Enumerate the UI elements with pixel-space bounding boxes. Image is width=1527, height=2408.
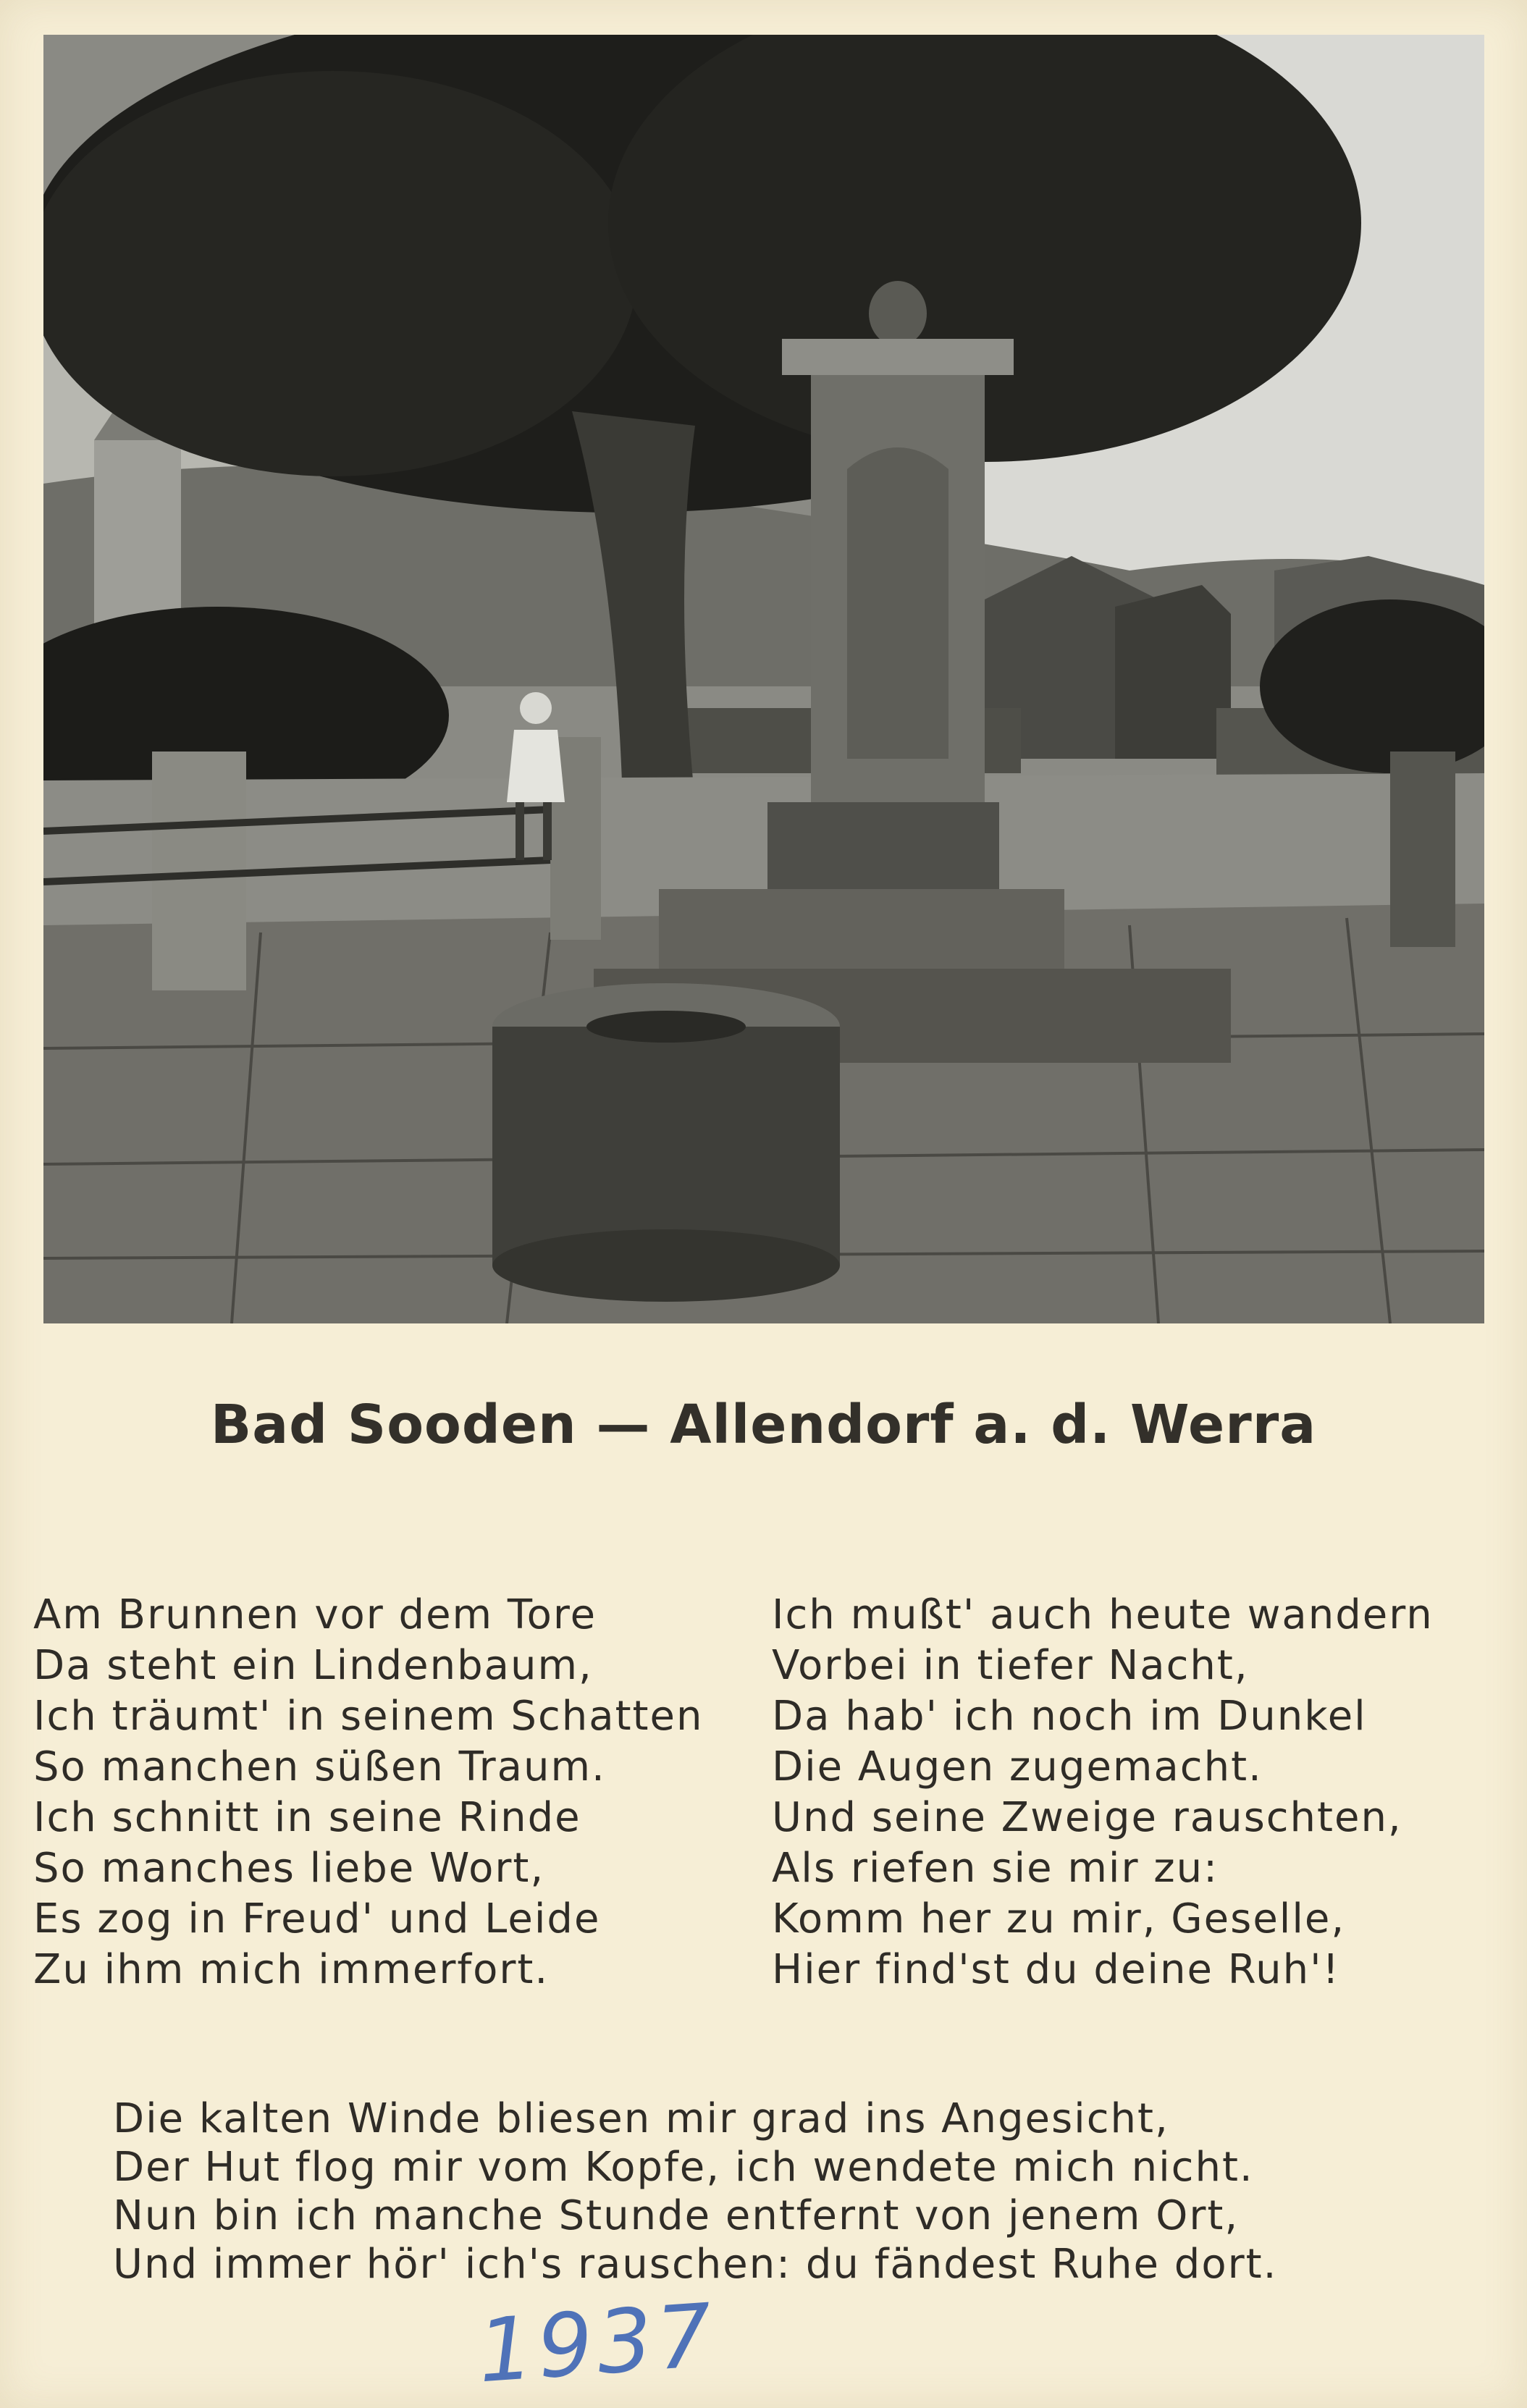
poem-line: Vorbei in tiefer Nacht, bbox=[772, 1642, 1249, 1689]
poem-line: Da steht ein Lindenbaum, bbox=[33, 1642, 593, 1689]
poem-line: Ich träumt' in seinem Schatten bbox=[33, 1693, 704, 1740]
poem-line: Ich schnitt in seine Rinde bbox=[33, 1794, 581, 1841]
poem-line: Hier find'st du deine Ruh'! bbox=[772, 1946, 1340, 1993]
poem-line: Die Augen zugemacht. bbox=[772, 1743, 1263, 1790]
poem-line: Am Brunnen vor dem Tore bbox=[33, 1591, 597, 1638]
poem-line: Als riefen sie mir zu: bbox=[772, 1845, 1219, 1892]
poem-line: Und immer hör' ich's rauschen: du fändest Ruhe dort. bbox=[113, 2241, 1278, 2288]
poem-line: So manches liebe Wort, bbox=[33, 1845, 545, 1892]
postcard-title: Bad Sooden — Allendorf a. d. Werra bbox=[210, 1394, 1317, 1456]
poem-stanza-right bbox=[772, 1590, 1434, 1995]
photograph-fountain-linden-tree bbox=[43, 35, 1484, 1323]
poem-line: Nun bin ich manche Stunde entfernt von jenem Ort, bbox=[113, 2192, 1240, 2239]
poem-stanza-final bbox=[113, 2095, 1277, 2289]
poem-line: Und seine Zweige rauschten, bbox=[772, 1794, 1402, 1841]
poem-stanza-left bbox=[33, 1590, 703, 1995]
poem-line: Der Hut flog mir vom Kopfe, ich wendete mich nicht. bbox=[113, 2144, 1254, 2191]
poem-line: Es zog in Freud' und Leide bbox=[33, 1895, 601, 1942]
handwritten-year: 1937 bbox=[474, 2285, 720, 2403]
poem-line: Da hab' ich noch im Dunkel bbox=[772, 1693, 1367, 1740]
poem-line: Komm her zu mir, Geselle, bbox=[772, 1895, 1346, 1942]
poem-line: Die kalten Winde bliesen mir grad ins Angesicht, bbox=[113, 2095, 1169, 2142]
poem-line: Ich mußt' auch heute wandern bbox=[772, 1591, 1434, 1638]
poem-line: Zu ihm mich immerfort. bbox=[33, 1946, 550, 1993]
poem-line: So manchen süßen Traum. bbox=[33, 1743, 606, 1790]
photo-illustration bbox=[43, 35, 1484, 1323]
